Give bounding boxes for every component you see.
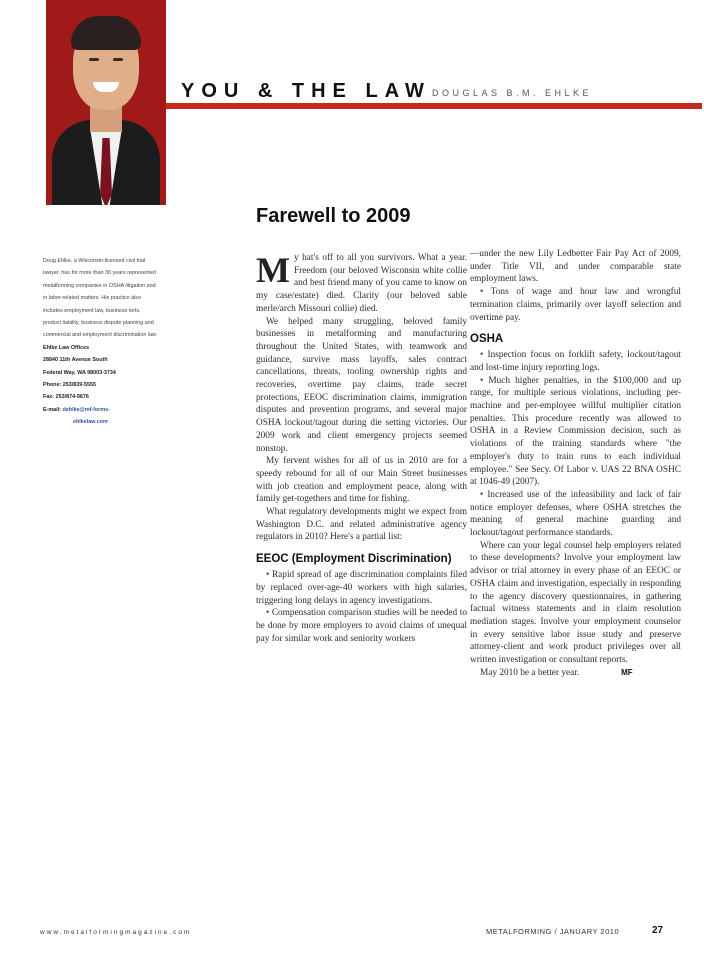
- bio-email-link[interactable]: dehlke@mf-forms-: [62, 406, 110, 413]
- bio-org: Ehlke Law Offices: [43, 344, 90, 351]
- bio-text: Doug Ehlke, a Wisconsin-licensed civil trial lawyer, has for more than 30 years represented metalforming companies in OSHA litigation and in labor-related matters. His practice also includes employment law, business torts, product liability, business dispute planning and commercial and employment discrimination law.: [43, 258, 158, 339]
- paragraph: My fervent wishes for all of us in 2010 are for a speedy rebound for all of our Main Street businesses with job creation and employment peace, along with family get-togethers and time for fishing.: [256, 456, 467, 505]
- section-heading-eeoc: EEOC (Employment Discrimination): [256, 553, 452, 566]
- list-item: • Increased use of the infeasibility and lack of fair notice employer defenses, where OSHA stretches the meaning of general machine guarding and lockout/tagout performance standards.: [470, 489, 681, 539]
- footer-website[interactable]: www.metalformingmagazine.com: [40, 929, 192, 936]
- article-column-2: [470, 248, 681, 680]
- bio-email-link-cont[interactable]: ehlkelaw.com: [73, 419, 108, 426]
- bio-fax: Fax: 253/874-9676: [43, 394, 89, 401]
- header-rule: [166, 103, 702, 109]
- bio-address: 28840 11th Avenue South: [43, 357, 108, 364]
- page-number: 27: [652, 925, 664, 936]
- list-item: • Compensation comparison studies will be needed to be done by more employers to avoid claims of unequal pay for similar work and seniority workers: [256, 608, 467, 644]
- bio-phone: Phone: 253/839-5555: [43, 382, 97, 389]
- drop-cap: M: [256, 250, 290, 290]
- paragraph: —under the new Lily Ledbetter Fair Pay Act of 2009, under Title VII, and under comparable state employment laws.: [470, 249, 681, 285]
- column-name: YOU & THE LAW: [181, 80, 431, 102]
- section-heading-osha: OSHA: [470, 333, 504, 346]
- article-column-1: [256, 252, 467, 645]
- footer-issue: METALFORMING / JANUARY 2010: [486, 927, 620, 936]
- author-bio: [43, 255, 158, 429]
- bio-email-label: E-mail:: [43, 406, 61, 413]
- list-item: • Rapid spread of age discrimination complaints filed by replaced over-age-40 workers with high salaries, triggering long delays in agency investigations.: [256, 570, 467, 606]
- article-title: Farewell to 2009: [256, 205, 411, 227]
- paragraph: Where can your legal counsel help employers related to these developments? Involve your employment law advisor or trial attorney in every phase of an EEOC or OSHA claim and investigation, especially in responding to the agency discovery questionnaires, in gathering factual witness statements and in claim resolution mediation stages. Involve your employment counselor in every sensitive labor issue study and preserve attorney-client and work product privileges over all written investigation or consultant reports.: [470, 540, 681, 666]
- paragraph: We helped many struggling, beloved family businesses in metalforming and manufacturing throughout the United States, with teamwork and guidance, survive mass layoffs, sales contract cancellations, threats, tooling ownership rights and recoveries, overtime pay claims, trade secret protections, EEOC discrimination claims, immigration disputes and prevention programs, and several major OSHA lockout/tagout during die setting victories. Our 2009 work and client emergency projects seemed nonstop.: [256, 316, 467, 454]
- list-item: • Tons of wage and hour law and wrongful termination claims, primarily over layoff selection and overtime pay.: [470, 287, 681, 323]
- end-mark: MF: [621, 667, 633, 677]
- author-photo: [46, 0, 166, 205]
- list-item: • Inspection focus on forklift safety, lockout/tagout and lost-time injury reporting logs.: [470, 350, 681, 373]
- paragraph: y hat's off to all you survivors. What a year. Freedom (our beloved Wisconsin white collie and best friend many of you came to know on my case/estate) died. Clarity (our beloved sable merle/arch Missouri collie) died.: [256, 253, 467, 314]
- author-name: DOUGLAS B.M. EHLKE: [432, 88, 593, 98]
- list-item: • Much higher penalties, in the $100,000 and up range, for multiple serious violations, including per-machine and per-employee willful multiplier citation penalties. This procedure recently was allowed to OSHA in a Review Commission decision, such as violations of the training standards where "the employer's duty to train runs to each individual employee." See Secy. Of Labor v. UAS 22 BNA OSHC at 1046-49 (2007).: [470, 375, 681, 488]
- closing-line: May 2010 be a better year.: [480, 667, 580, 678]
- bio-city: Federal Way, WA 98003-3734: [43, 369, 116, 376]
- paragraph: What regulatory developments might we expect from Washington D.C. and related administrative agency regulators in 2010? Here's a partial list:: [256, 507, 467, 543]
